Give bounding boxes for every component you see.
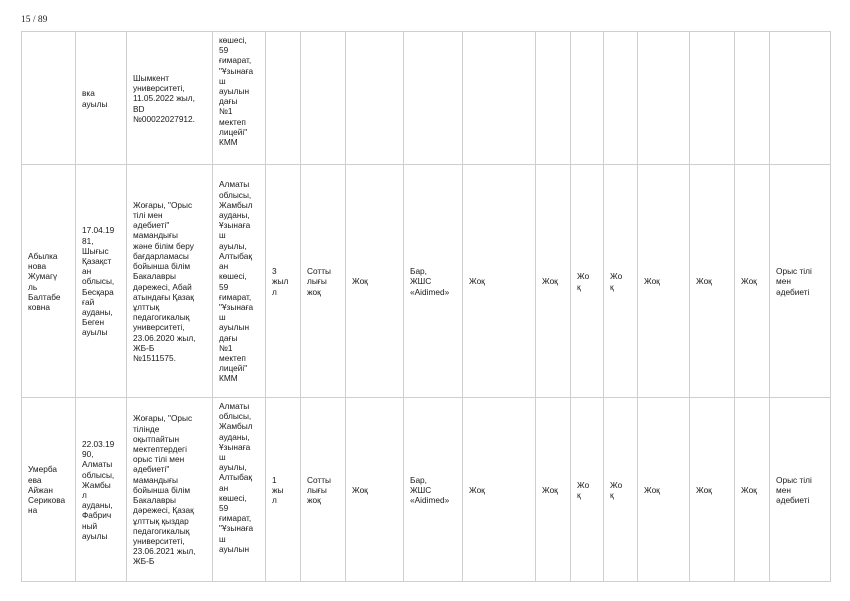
table-row [22, 398, 831, 582]
table-cell: Алматы облысы, Жамбыл ауданы, Ұзынаға ш ауылы, Алтыбақ ан көшесі, 59 ғимарат, "Ұзынаға ш ауылын [213, 398, 266, 582]
table-cell: Жо қ [571, 398, 604, 582]
page-number: 15 / 89 [21, 15, 48, 25]
table-cell: Бар, ЖШС «Aidimed» [404, 165, 463, 398]
table-cell: 1 жы л [266, 398, 301, 582]
table-cell: Жоғары, "Орыс тілінде оқытпайтын мектептердегі орыс тілі мен әдебиеті" мамандығы бойынша білім Бакалавры дәрежесі, Қазақ ұлттық қыздар педагогикалық университеті, 23.06.2021 жыл, ЖБ-Б [127, 398, 213, 582]
table-cell: Жоқ [536, 398, 571, 582]
table-cell [735, 32, 770, 165]
table-cell: Жоқ [346, 398, 404, 582]
table-cell [346, 32, 404, 165]
table-cell: Орыс тілі мен әдебиеті [770, 165, 831, 398]
table-cell: Умерба ева Айжан Серикова на [22, 398, 76, 582]
table-cell: Жоқ [346, 165, 404, 398]
table-cell: Орыс тілі мен әдебиеті [770, 398, 831, 582]
table-cell: Абылка нова Жумагү ль Балтабе ковна [22, 165, 76, 398]
table-cell: Жо қ [604, 165, 638, 398]
table-row [22, 165, 831, 398]
table-cell [404, 32, 463, 165]
table-cell [463, 32, 536, 165]
table-cell: Жоқ [735, 165, 770, 398]
table-cell [266, 32, 301, 165]
table-cell: Жоқ [638, 165, 690, 398]
table-cell: Жоқ [638, 398, 690, 582]
table-cell: Алматы облысы, Жамбыл ауданы, Ұзынаға ш ауылы, Алтыбақ ан көшесі, 59 ғимарат, "Ұзынаға ш ауылын дағы №1 мектеп лицейі" КММ [213, 165, 266, 398]
table-cell: Жоқ [690, 398, 735, 582]
table-cell: көшесі, 59 ғимарат, "Ұзынаға ш ауылын дағы №1 мектеп лицейі" КММ [213, 32, 266, 165]
table-cell [690, 32, 735, 165]
table-cell: Жо қ [604, 398, 638, 582]
table-cell: Жоқ [690, 165, 735, 398]
table-cell: 17.04.19 81, Шығыс Қазақст ан облысы, Бесқара ғай ауданы, Беген ауылы [76, 165, 127, 398]
table-cell: Жоғары, "Орыс тілі мен әдебиеті" мамандығы және білім беру бағдарламасы бойынша білім Бакалавры дәрежесі, Абай атындағы Қазақ ұлттық педагогикалық университеті, 23.06.2020 жыл, ЖБ-Б №1511575. [127, 165, 213, 398]
table-cell: вка ауылы [76, 32, 127, 165]
table-cell: Жо қ [571, 165, 604, 398]
table-cell: Сотты лығы жоқ [301, 165, 346, 398]
table-cell [604, 32, 638, 165]
table-cell: 3 жыл л [266, 165, 301, 398]
table-cell [638, 32, 690, 165]
table-cell [301, 32, 346, 165]
table-cell: Сотты лығы жоқ [301, 398, 346, 582]
table-cell [22, 32, 76, 165]
table-cell: Жоқ [735, 398, 770, 582]
candidates-table [21, 31, 831, 582]
table-row [22, 32, 831, 165]
table-cell: Бар, ЖШС «Aidimed» [404, 398, 463, 582]
table-cell [770, 32, 831, 165]
table-cell: Шымкент университеті, 11.05.2022 жыл, BD №00022027912. [127, 32, 213, 165]
table-cell [536, 32, 571, 165]
table-cell: Жоқ [463, 165, 536, 398]
table-cell: Жоқ [463, 398, 536, 582]
table-cell: Жоқ [536, 165, 571, 398]
table-cell: 22.03.19 90, Алматы облысы, Жамбы л ауданы, Фабрич ный ауылы [76, 398, 127, 582]
table-cell [571, 32, 604, 165]
